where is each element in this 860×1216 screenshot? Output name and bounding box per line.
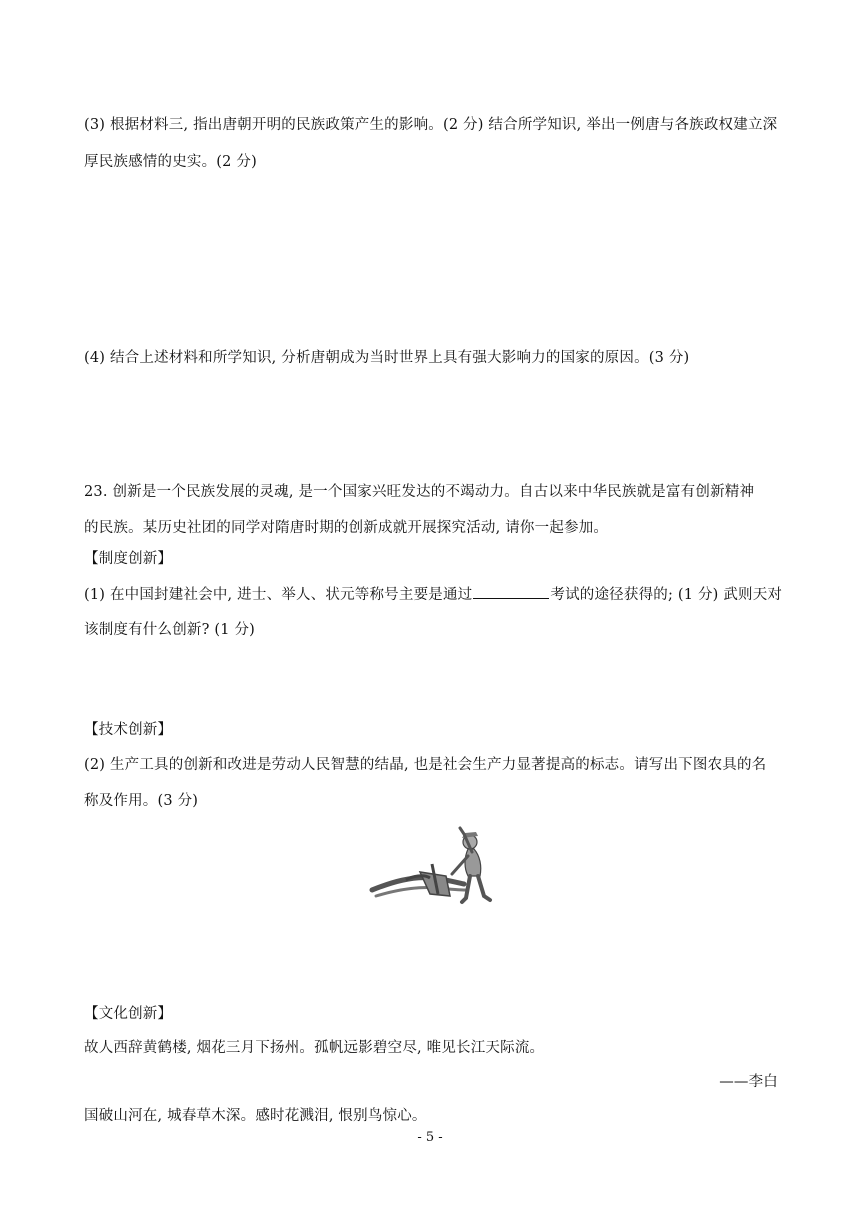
q23-1-line2: 该制度有什么创新? (1 分) — [84, 622, 256, 638]
q23-1-text-before: (1) 在中国封建社会中, 进士、举人、状元等称号主要是通过 — [84, 587, 473, 603]
poem-du-fu: 国破山河在, 城春草木深。感时花溅泪, 恨别鸟惊心。 — [84, 1108, 427, 1124]
q23-2-line1: (2) 生产工具的创新和改进是劳动人民智慧的结晶, 也是社会生产力显著提高的标志。请写出下图农具的名 — [84, 757, 767, 773]
q22-3-line2: 厚民族感情的史实。(2 分) — [84, 154, 257, 170]
plough-farmer-icon — [368, 824, 498, 906]
q23-1-text-after: 考试的途径获得的; (1 分) 武则天对 — [550, 587, 783, 603]
page-number: - 5 - — [417, 1130, 443, 1145]
poem-li-bai: 故人西辞黄鹤楼, 烟花三月下扬州。孤帆远影碧空尽, 唯见长江天际流。 — [84, 1040, 545, 1056]
q23-2-line2: 称及作用。(3 分) — [84, 793, 199, 809]
poem-author-li-bai: ——李白 — [719, 1074, 778, 1090]
section-title-culture: 【文化创新】 — [84, 1006, 173, 1022]
q23-1-line1 — [84, 583, 782, 604]
q22-4-line1: (4) 结合上述材料和所学知识, 分析唐朝成为当时世界上具有强大影响力的国家的原因。(3 分) — [84, 350, 690, 366]
q22-3-line1: (3) 根据材料三, 指出唐朝开明的民族政策产生的影响。(2 分) 结合所学知识, 举出一例唐与各族政权建立深 — [84, 117, 778, 133]
section-title-institutional: 【制度创新】 — [84, 551, 173, 567]
section-title-technology: 【技术创新】 — [84, 722, 173, 738]
answer-blank[interactable] — [473, 586, 549, 599]
q23-intro-line2: 的民族。某历史社团的同学对隋唐时期的创新成就开展探究活动, 请你一起参加。 — [84, 520, 609, 536]
q23-intro-line1: 23. 创新是一个民族发展的灵魂, 是一个国家兴旺发达的不竭动力。自古以来中华民族就是富有创新精神 — [84, 484, 755, 500]
